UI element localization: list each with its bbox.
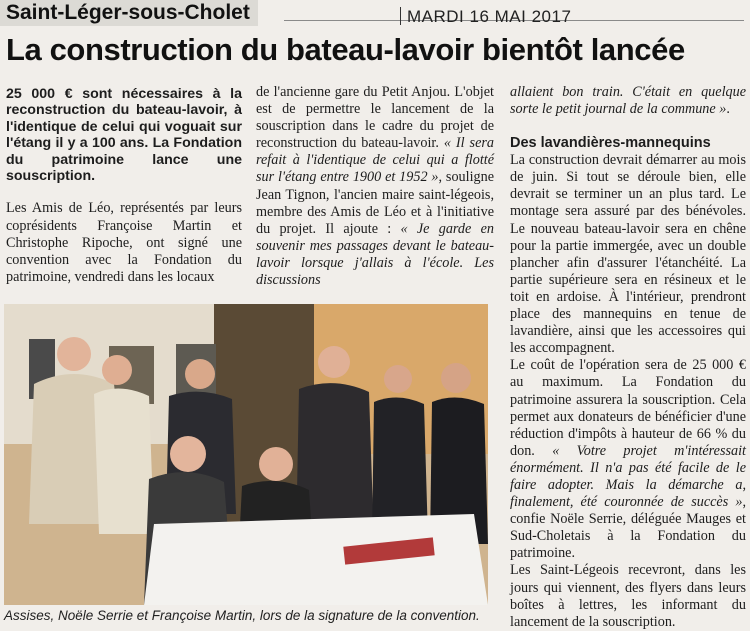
col3-paragraph-2 xyxy=(510,357,746,562)
col3-quote-end: . xyxy=(726,101,730,118)
col3-p2-quote: « Votre projet m'intéressait énormément. Il n'a pas été facile de le faire adopter. Mais la démarche a, finalement, été couronnée de succès » xyxy=(510,442,746,511)
person-6-head xyxy=(441,363,471,393)
article-photo xyxy=(4,304,488,605)
article-headline: La construction du bateau-lavoir bientôt lancée xyxy=(6,32,685,67)
date-text: MARDI 16 MAI 2017 xyxy=(407,7,572,26)
person-2-body xyxy=(94,388,154,534)
date-divider xyxy=(400,7,401,25)
publication-date xyxy=(400,7,571,27)
col2-paragraph xyxy=(256,84,494,289)
photo-caption: Assises, Noële Serrie et Françoise Martin, lors de la signature de la convention. xyxy=(4,608,480,623)
seated-person-2-head xyxy=(259,447,293,481)
col1-paragraph: Les Amis de Léo, représentés par leurs coprésidents Françoise Martin et Christophe Ripoche, ont signé une convention avec la Fondation du patrimoine, vendredi dans les locaux xyxy=(6,200,242,285)
section-title: Saint-Léger-sous-Cholet xyxy=(0,0,258,26)
header xyxy=(0,0,750,28)
column-3 xyxy=(510,84,746,631)
column-2 xyxy=(256,84,494,289)
article-lead: 25 000 € sont nécessaires à la reconstruction du bateau-lavoir, à l'identique de celui qui voguait sur l'étang il y a 100 ans. La Fondation du patrimoine lance une souscription. xyxy=(6,86,242,185)
photo-table xyxy=(144,514,488,605)
photo-illustration xyxy=(4,304,488,605)
seated-person-1-head xyxy=(170,436,206,472)
col3-paragraph-3: Les Saint-Légeois recevront, dans les jours qui viennent, des flyers dans leurs boîtes à lettres, les informant du lancement de la souscription. xyxy=(510,562,746,630)
col2-quote-1: « Il sera refait à l'identique de celui qui a flotté sur l'étang entre 1900 et 1952 » xyxy=(256,135,494,186)
col3-p2-text-end: , confie Noële Serrie, déléguée Mauges et Sud-Choletais à la Fondation du patrimoine. xyxy=(510,494,746,562)
person-1-head xyxy=(57,337,91,371)
subheading: Des lavandières-mannequins xyxy=(510,135,711,152)
col3-quote-text: allaient bon train. C'était en quelque sorte le petit journal de la commune » xyxy=(510,84,746,118)
col3-paragraph-1: La construction devrait démarrer au mois de juin. Si tout se déroule bien, elle devrait se terminer un an plus tard. Le montage sera assuré par des bénévoles. Le nouveau bateau-lavoir sera en chêne pour la partie immergée, avec un double plancher afin d'assurer l'étanchéité. La partie supérieure sera en résineux et le toit en ardoise. À l'intérieur, prendront place des mannequins en tenue de lavandière, ainsi que les accessoires qui les accompagnent. xyxy=(510,152,746,357)
column-1 xyxy=(6,86,242,286)
person-3-head xyxy=(185,359,215,389)
col2-quote-2: « Je garde en souvenir mes passages devant le bateau-lavoir lorsque j'allais à l'école. Les discussions xyxy=(256,220,494,289)
col3-p2-text: Le coût de l'opération sera de 25 000 € au maximum. La Fondation du patrimoine assurera la souscription. Cela permet aux donateurs de bénéficier d'une réduction d'impôts à hauteur de 66 % du don. xyxy=(510,357,746,459)
col3-quote-continuation xyxy=(510,84,746,118)
col2-text-2: , souligne Jean Tignon, l'ancien maire saint-légeois, membre des Amis de Léo et à l'initiative du projet. Il ajoute : xyxy=(256,169,495,237)
person-5-head xyxy=(384,365,412,393)
col2-text-1: de l'ancienne gare du Petit Anjou. L'objet est de permettre le lancement de la souscription dans le cadre du projet de reconstruction du bateau-lavoir. xyxy=(256,84,494,152)
person-4-head xyxy=(318,346,350,378)
person-2-head xyxy=(102,355,132,385)
